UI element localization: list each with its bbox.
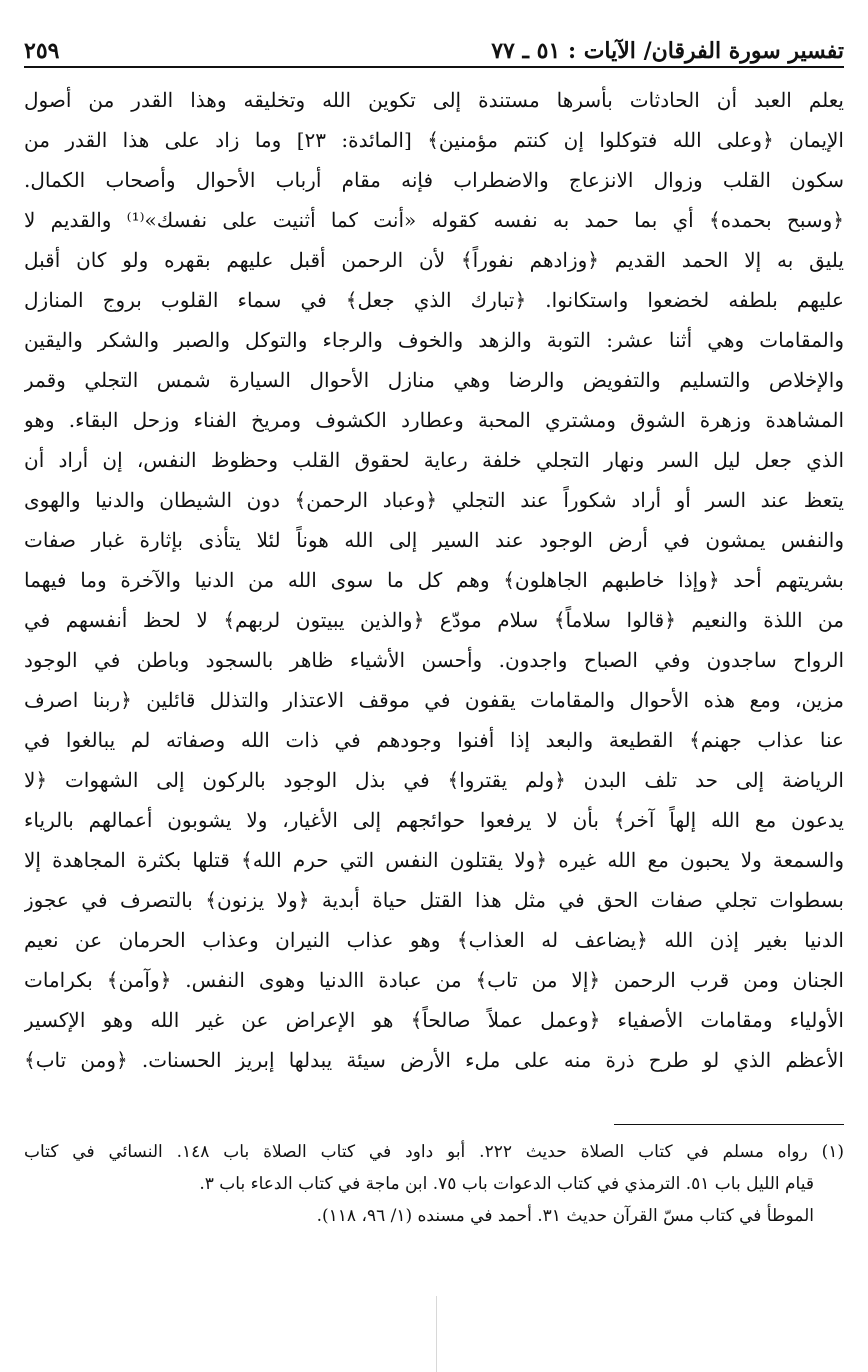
scan-gutter-line — [436, 1296, 437, 1372]
text-line: يعلم العبد أن الحادثات بأسرها مستندة إلى تكوين الله وتخليقه وهذا القدر من أصول — [24, 88, 844, 112]
text-line: الأولياء ومقامات الأصفياء ﴿وعمل عملاً صالحاً﴾ هو الإعراض عن غير الله وهو الإكسير — [24, 1008, 844, 1032]
text-line: سكون القلب وزوال الانزعاج والاضطراب فإنه مقام أرباب الأحوال وأصحاب الكمال. — [24, 168, 844, 192]
text-line: ﴿وسبح بحمده﴾ أي بما حمد به نفسه كقوله «أنت كما أثنيت على نفسك»⁽¹⁾ والقديم لا — [24, 208, 844, 232]
text-line: عنا عذاب جهنم﴾ القطيعة والبعد إذا أفنوا وجودهم في ذات الله وصفاته لم يبالغوا في — [24, 728, 844, 752]
text-line: والسمعة ولا يحبون مع الله غيره ﴿ولا يقتلون النفس التي حرم الله﴾ قتلها بكثرة المجاهدة إلا — [24, 848, 844, 872]
text-line: الجنان ومن قرب الرحمن ﴿إلا من تاب﴾ من عبادة االدنيا وهوى النفس. ﴿وآمن﴾ بكرامات — [24, 968, 844, 992]
text-line: بسطوات تجلي صفات الحق في مثل هذا القتل حياة أبدية ﴿ولا يزنون﴾ بالتصرف في عجوز — [24, 888, 844, 912]
text-line: يدعون مع الله إلهاً آخر﴾ بأن لا يرفعوا حوائجهم إلى الأغيار، ولا يشوبون أعمالهم بالرياء — [24, 808, 844, 832]
header-title: تفسير سورة الفرقان/ الآيات : ٥١ ـ ٧٧ — [491, 38, 844, 64]
footnote-line: (١) رواه مسلم في كتاب الصلاة حديث ٢٢٢. أبو داود في كتاب الصلاة باب ١٤٨. النسائي في كتاب — [24, 1142, 844, 1162]
text-line: الدنيا بغير إذن الله ﴿يضاعف له العذاب﴾ وهو عذاب النيران وعذاب الحرمان عن نعيم — [24, 928, 844, 952]
text-line: والإخلاص والتسليم والتفويض والرضا وهي منازل الأحوال السيارة شمس التجلي وقمر — [24, 368, 844, 392]
text-line: من اللذة والنعيم ﴿قالوا سلاماً﴾ سلام مودّع ﴿والذين يبيتون لربهم﴾ لا لحظ أنفسهم في — [24, 608, 844, 632]
text-line: مزين، ومع هذه الأحوال والمقامات يقفون في موقف الاعتذار والتذلل قائلين ﴿ربنا اصرف — [24, 688, 844, 712]
footnote-line: الموطأ في كتاب مسّ القرآن حديث ٣١. أحمد في مسنده (١/ ٩٦، ١١٨). — [316, 1206, 814, 1226]
footnotes — [24, 1136, 844, 1232]
text-line: والنفس يمشون في أرض الوجود عند السير إلى الله هوناً لئلا يتأذى بإثارة غبار صفات — [24, 528, 844, 552]
page-number: ٢٥٩ — [24, 38, 60, 64]
text-line: يتعظ عند السر أو أراد شكوراً عند التجلي ﴿وعباد الرحمن﴾ دون الشيطان والدنيا والهوى — [24, 488, 844, 512]
running-header — [24, 28, 844, 64]
text-line: الرواح ساجدون وفي الصباح واجدون. وأحسن الأشياء ظاهر بالسجود وباطن في الوجود — [24, 648, 844, 672]
text-line: الرياضة إلى حد تلف البدن ﴿ولم يقتروا﴾ في بذل الوجود بالركون إلى الشهوات ﴿لا — [24, 768, 844, 792]
text-line: الأعظم الذي لو طرح ذرة منه على ملء الأرض سيئة يبدلها إبريز الحسنات. ﴿ومن تاب﴾ — [24, 1048, 844, 1072]
text-line: بشريتهم أحد ﴿وإذا خاطبهم الجاهلون﴾ وهم كل ما سوى الله من الدنيا والآخرة وما فيهما — [24, 568, 844, 592]
text-line: والمقامات وهي أثنا عشر: التوبة والزهد والخوف والرجاء والتوكل والصبر والشكر واليقين — [24, 328, 844, 352]
footnote-line: قيام الليل باب ٥١. الترمذي في كتاب الدعوات باب ٧٥. ابن ماجة في كتاب الدعاء باب ٣. — [199, 1174, 814, 1194]
text-line: عليهم بلطفه لخضعوا واستكانوا. ﴿تبارك الذي جعل﴾ في سماء القلوب بروج المنازل — [24, 288, 844, 312]
text-line: الإيمان ﴿وعلى الله فتوكلوا إن كنتم مؤمنين﴾ [المائدة: ٢٣] وما زاد على هذا القدر من — [24, 128, 844, 152]
text-line: الذي جعل ليل السر ونهار التجلي خلفة رعاية لحقوق القلب وحظوظ النفس، إن أراد أن — [24, 448, 844, 472]
footnote-separator — [614, 1124, 844, 1125]
text-line: المشاهدة وزهرة الشوق ومشتري المحبة وعطارد الكشوف ومريخ الفناء وزحل البقاء. وهو — [24, 408, 844, 432]
text-line: يليق به إلا الحمد القديم ﴿وزادهم نفوراً﴾ لأن الرحمن أقبل عليهم بقهره ولو كان أقبل — [24, 248, 844, 272]
header-rule — [24, 66, 844, 68]
main-text — [24, 80, 844, 1120]
